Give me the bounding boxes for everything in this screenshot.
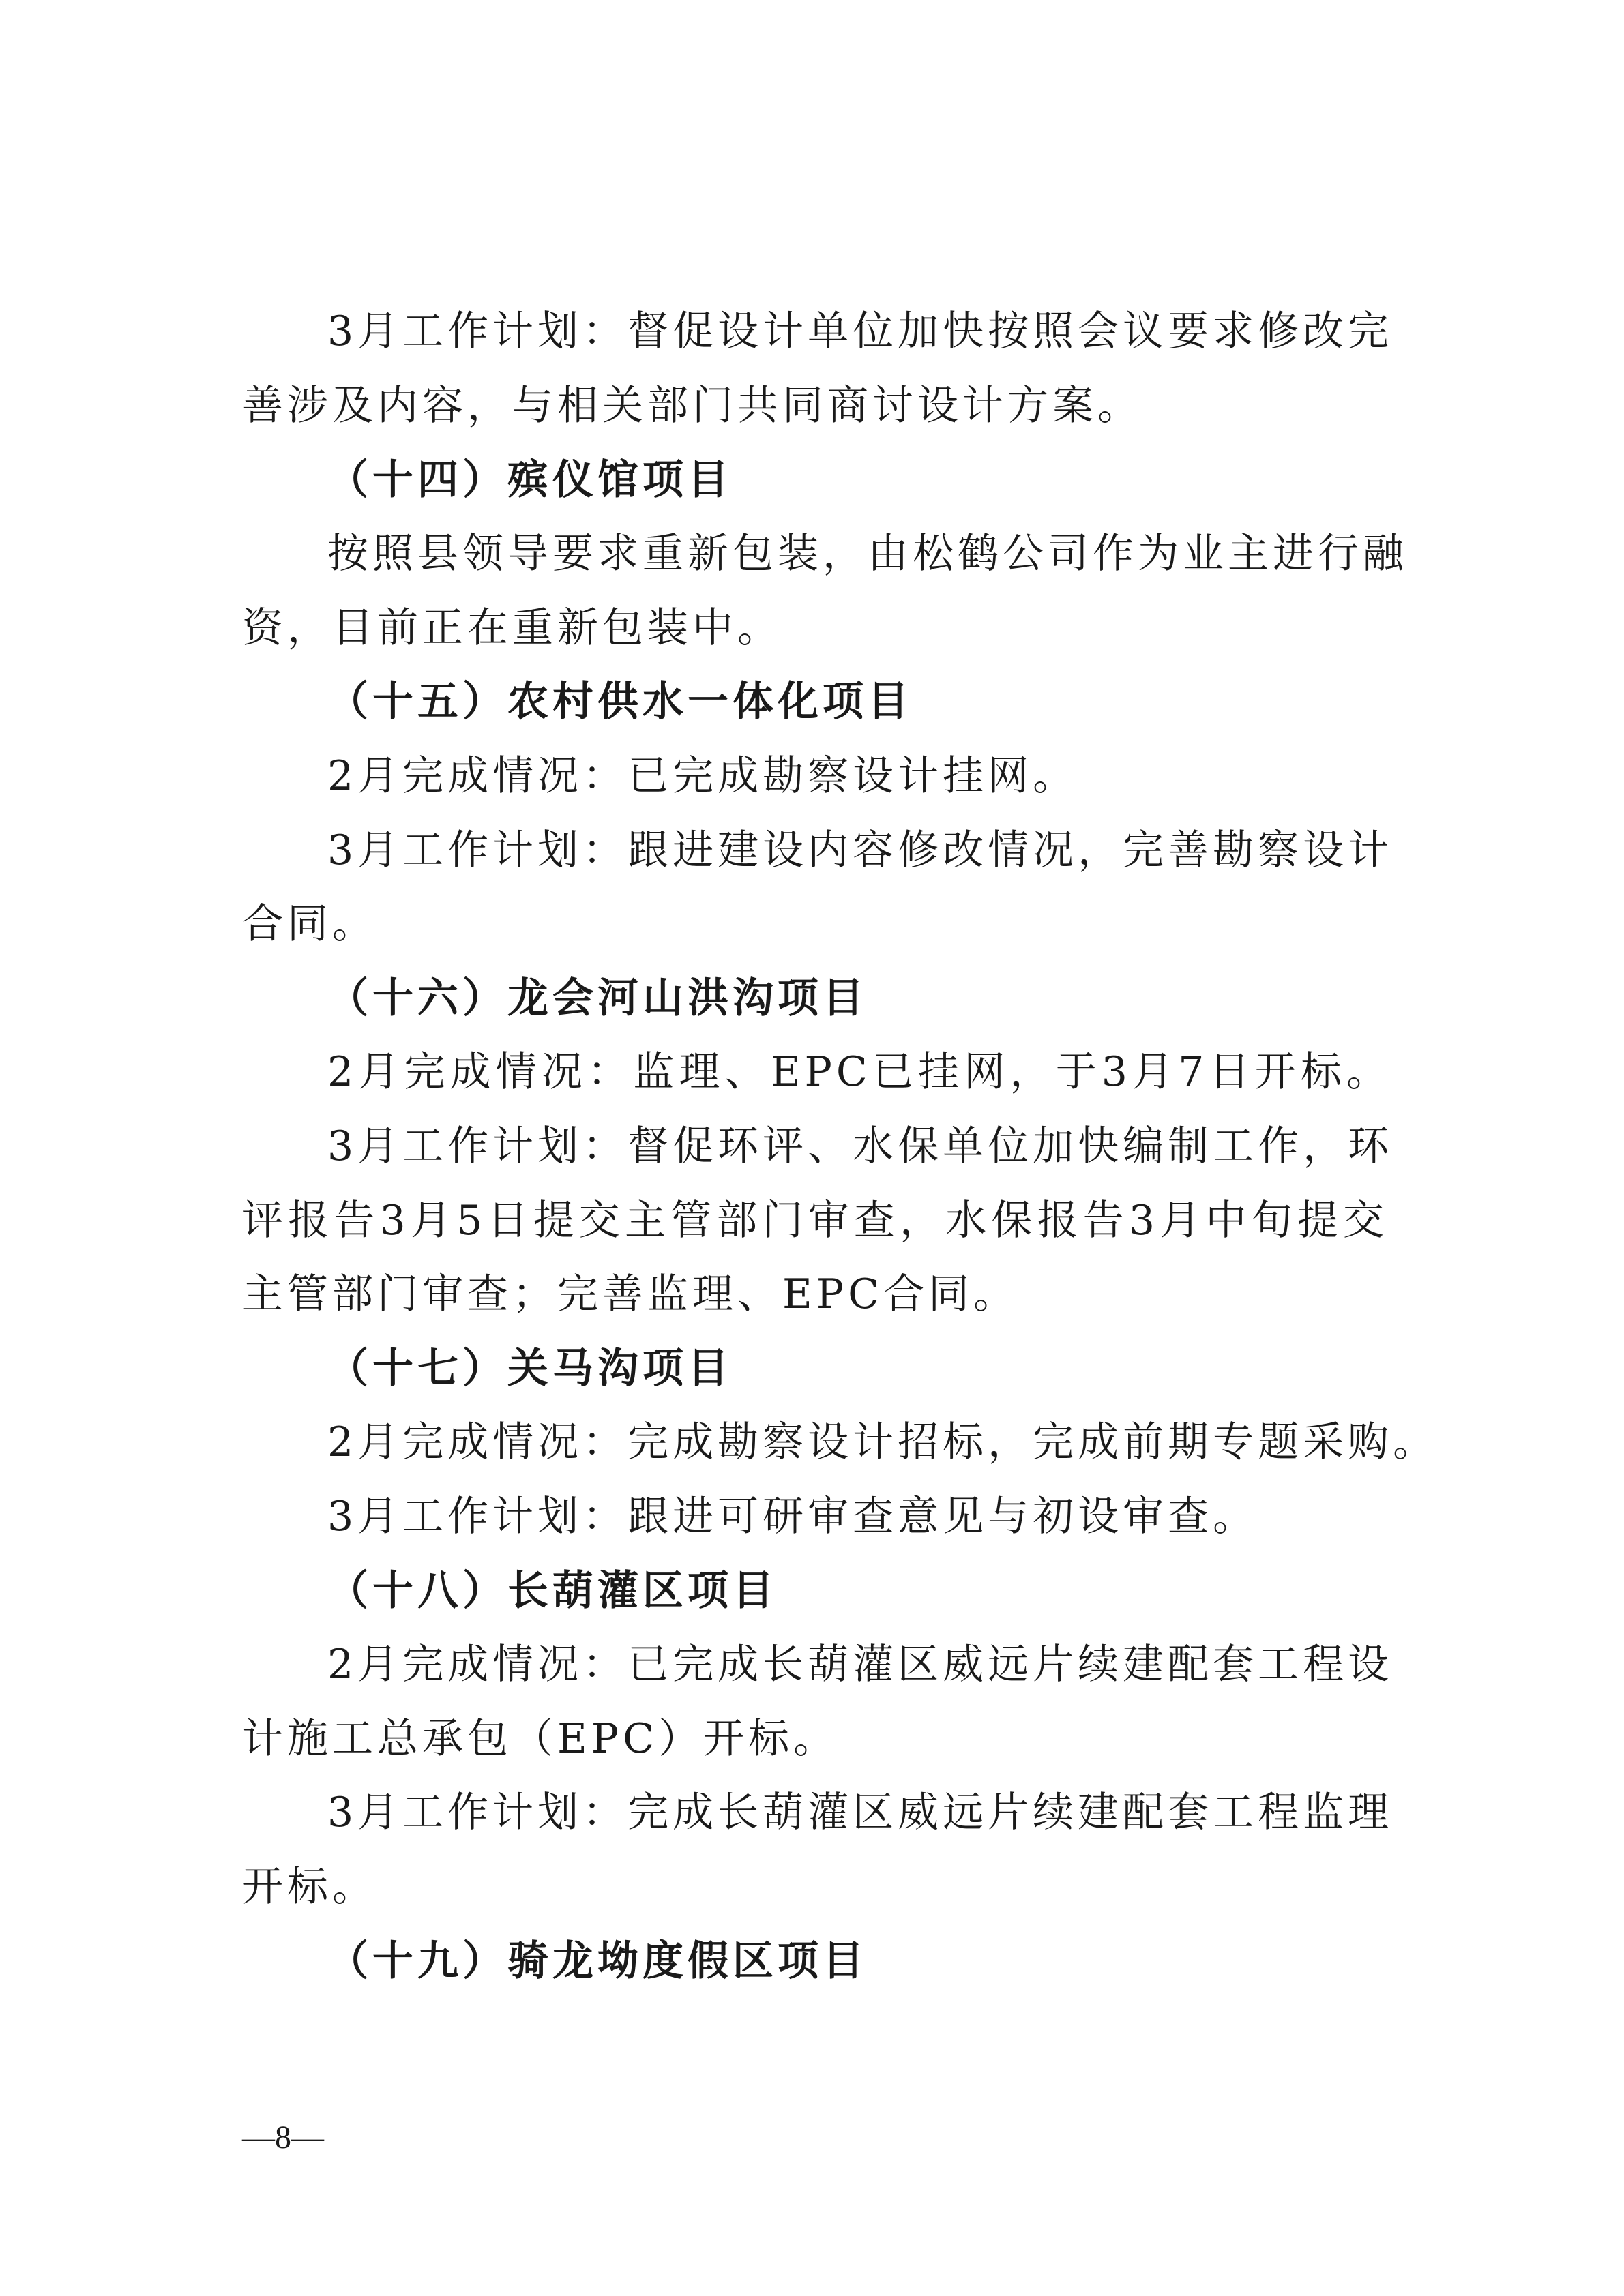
section-heading: （十八）长葫灌区项目 (327, 1567, 778, 1615)
section-heading: （十五）农村供水一体化项目 (327, 678, 913, 726)
section-heading: （十六）龙会河山洪沟项目 (327, 974, 868, 1022)
paragraph-line: 善涉及内容，与相关部门共同商讨设计方案。 (242, 382, 1142, 430)
page-number: —8— (242, 2119, 324, 2156)
paragraph-line: 开标。 (242, 1863, 377, 1911)
paragraph-line: 评报告3月5日提交主管部门审查，水保报告3月中旬提交 (242, 1197, 1388, 1244)
section-heading: （十七）关马沟项目 (327, 1345, 733, 1392)
paragraph-line: 按照县领导要求重新包装，由松鹤公司作为业主进行融 (327, 530, 1408, 578)
paragraph-line: 3月工作计划：跟进可研审查意见与初设审查。 (327, 1493, 1258, 1540)
paragraph-line: 计施工总承包（EPC）开标。 (242, 1715, 839, 1763)
paragraph-line: 3月工作计划：完成长葫灌区威远片续建配套工程监理 (327, 1789, 1393, 1836)
paragraph-line: 3月工作计划：督促设计单位加快按照会议要求修改完 (327, 308, 1393, 355)
paragraph-line: 2月完成情况：完成勘察设计招标，完成前期专题采购。 (327, 1418, 1438, 1466)
paragraph-line: 主管部门审查；完善监理、EPC合同。 (242, 1270, 1019, 1318)
paragraph-line: 3月工作计划：跟进建设内容修改情况，完善勘察设计 (327, 826, 1393, 874)
section-heading: （十九）骑龙坳度假区项目 (327, 1937, 868, 1985)
paragraph-line: 合同。 (242, 900, 377, 948)
paragraph-line: 2月完成情况：监理、EPC已挂网，于3月7日开标。 (327, 1048, 1391, 1096)
paragraph-line: 资，目前正在重新包装中。 (242, 604, 782, 652)
paragraph-line: 3月工作计划：督促环评、水保单位加快编制工作，环 (327, 1122, 1393, 1170)
section-heading: （十四）殡仪馆项目 (327, 456, 733, 504)
paragraph-line: 2月完成情况：已完成勘察设计挂网。 (327, 752, 1078, 800)
paragraph-line: 2月完成情况：已完成长葫灌区威远片续建配套工程设 (327, 1641, 1393, 1688)
